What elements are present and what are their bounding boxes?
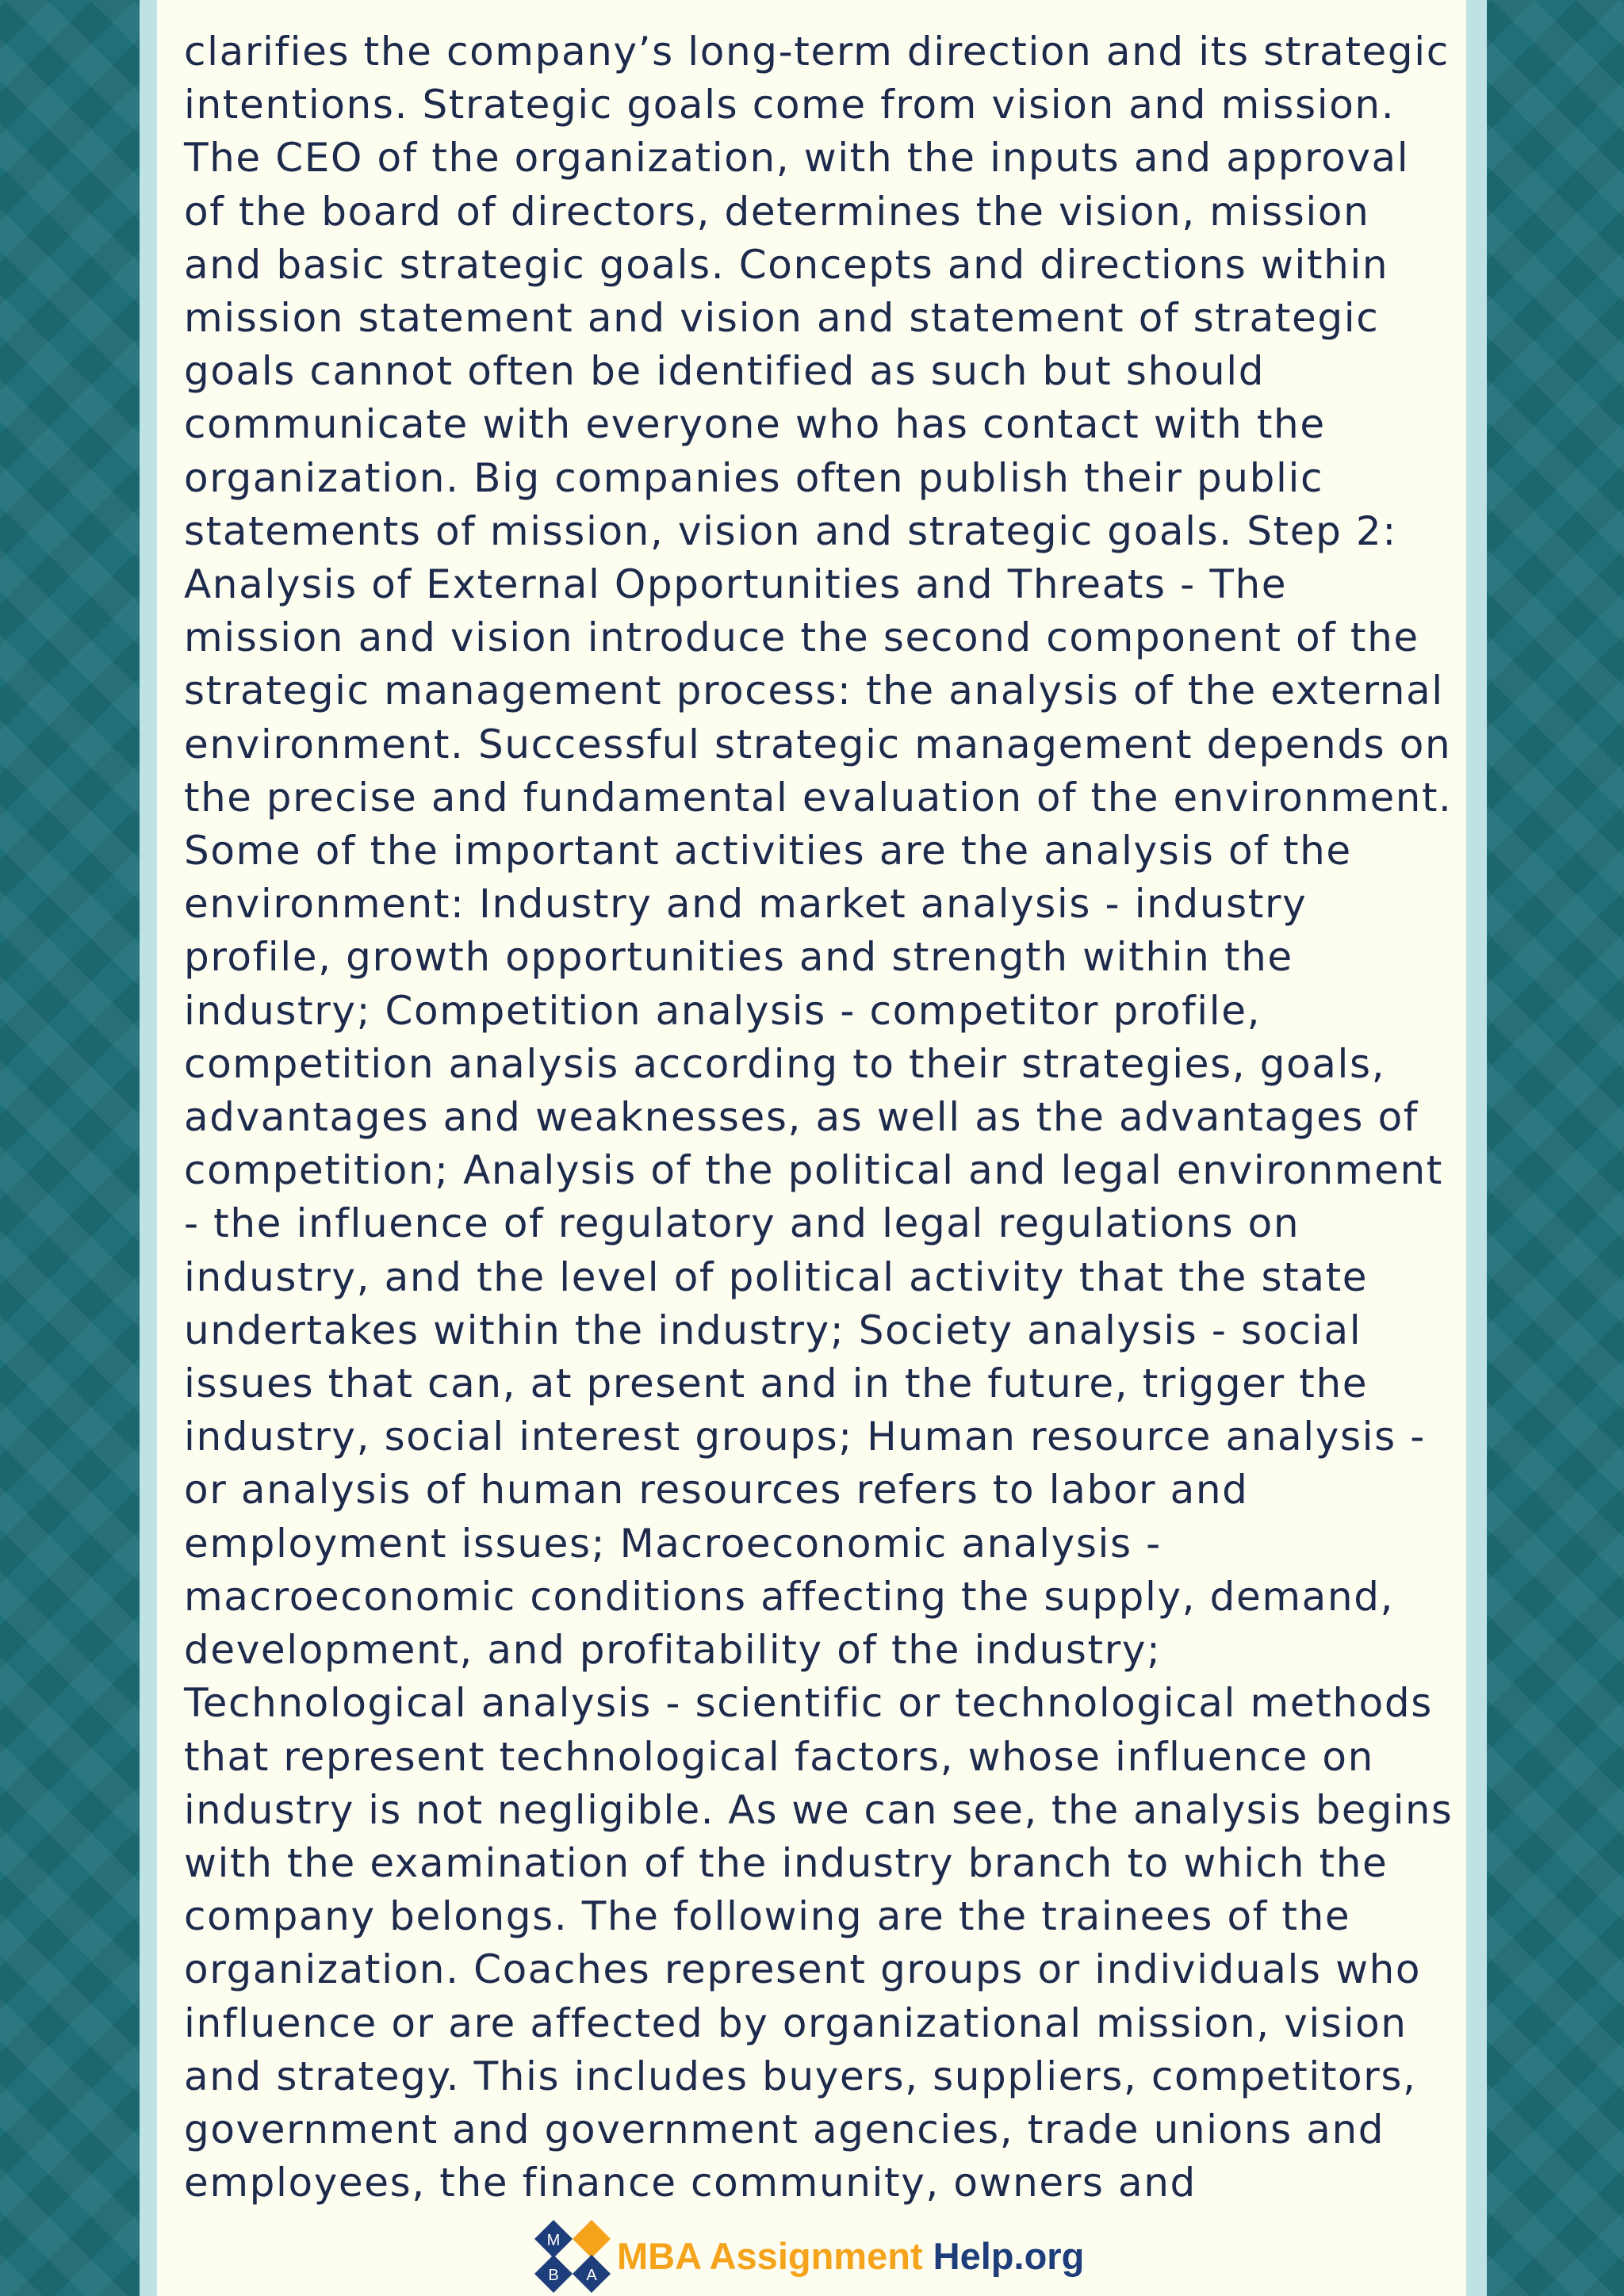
text-line: industry, and the level of political activity that the state — [184, 1253, 1369, 1300]
text-line: industry, social interest groups; Human resource analysis - — [184, 1414, 1426, 1460]
page-border-right — [1466, 0, 1487, 2296]
text-line: competition; Analysis of the political and legal environment — [184, 1147, 1443, 1194]
text-line: of the board of directors, determines the vision, mission — [184, 188, 1370, 235]
page-border-left — [140, 0, 157, 2296]
text-line: advantages and weaknesses, as well as the advantages of — [184, 1094, 1419, 1141]
text-line: The CEO of the organization, with the inputs and approval — [184, 135, 1410, 182]
text-line: environment: Industry and market analysis - industry — [184, 881, 1308, 928]
text-line: and strategy. This includes buyers, suppliers, competitors, — [184, 2053, 1417, 2099]
text-line: communicate with everyone who has contact with the — [184, 401, 1326, 448]
text-line: Analysis of External Opportunities and Threats - The — [184, 561, 1288, 608]
text-line: intentions. Strategic goals come from vision and mission. — [184, 82, 1396, 128]
logo-text-help-org: Help.org — [933, 2235, 1085, 2277]
logo-mark-letter-b: B — [548, 2267, 559, 2284]
text-line: organization. Big companies often publish their public — [184, 454, 1324, 501]
text-line: industry is not negligible. As we can see, the analysis begins — [184, 1786, 1454, 1833]
text-line: Some of the important activities are the analysis of the — [184, 828, 1352, 874]
text-line: employees, the finance community, owners and — [184, 2160, 1197, 2206]
logo-mark-letter-a: A — [586, 2267, 597, 2284]
logo-mark-letter-m: M — [546, 2232, 561, 2249]
logo-mark-icon — [533, 2218, 612, 2294]
logo-text-mba-assignment: MBA Assignment — [617, 2235, 933, 2277]
logo-text — [617, 2218, 1084, 2294]
text-line: employment issues; Macroeconomic analysis - — [184, 1520, 1162, 1567]
text-line: competition analysis according to their strategies, goals, — [184, 1040, 1386, 1087]
text-line: Technological analysis - scientific or technological methods — [184, 1680, 1433, 1727]
text-line: influence or are affected by organizational mission, vision — [184, 1999, 1408, 2046]
text-line: goals cannot often be identified as such but should — [184, 348, 1266, 395]
text-line: mission statement and vision and statement of strategic — [184, 295, 1380, 342]
text-line: environment. Successful strategic management depends on — [184, 721, 1452, 767]
text-line: with the examination of the industry branch to which the — [184, 1839, 1388, 1886]
text-line: issues that can, at present and in the future, trigger the — [184, 1360, 1369, 1407]
text-line: that represent technological factors, whose influence on — [184, 1733, 1374, 1780]
site-logo — [533, 2218, 1084, 2294]
text-line: profile, growth opportunities and strength within the — [184, 934, 1293, 981]
text-line: undertakes within the industry; Society analysis - social — [184, 1307, 1362, 1353]
text-line: macroeconomic conditions affecting the supply, demand, — [184, 1573, 1395, 1620]
text-line: and basic strategic goals. Concepts and directions within — [184, 241, 1389, 288]
text-line: or analysis of human resources refers to labor and — [184, 1467, 1249, 1513]
text-line: company belongs. The following are the trainees of the — [184, 1893, 1351, 1940]
text-line: strategic management process: the analysis of the external — [184, 668, 1444, 714]
body-text — [184, 25, 1453, 2210]
text-line: government and government agencies, trade unions and — [184, 2106, 1385, 2152]
text-line: mission and vision introduce the second component of the — [184, 614, 1419, 661]
background-pattern-left — [0, 0, 140, 2296]
text-line: industry; Competition analysis - competitor profile, — [184, 987, 1262, 1034]
text-line: statements of mission, vision and strategic goals. Step 2: — [184, 507, 1397, 554]
text-line: organization. Coaches represent groups or individuals who — [184, 1946, 1422, 1993]
text-line: clarifies the company’s long-term direction and its strategic — [184, 29, 1450, 75]
text-line: the precise and fundamental evaluation of the environment. — [184, 774, 1453, 821]
text-line: - the influence of regulatory and legal regulations on — [184, 1200, 1300, 1247]
text-line: development, and profitability of the industry; — [184, 1627, 1162, 1674]
background-pattern-right — [1487, 0, 1624, 2296]
